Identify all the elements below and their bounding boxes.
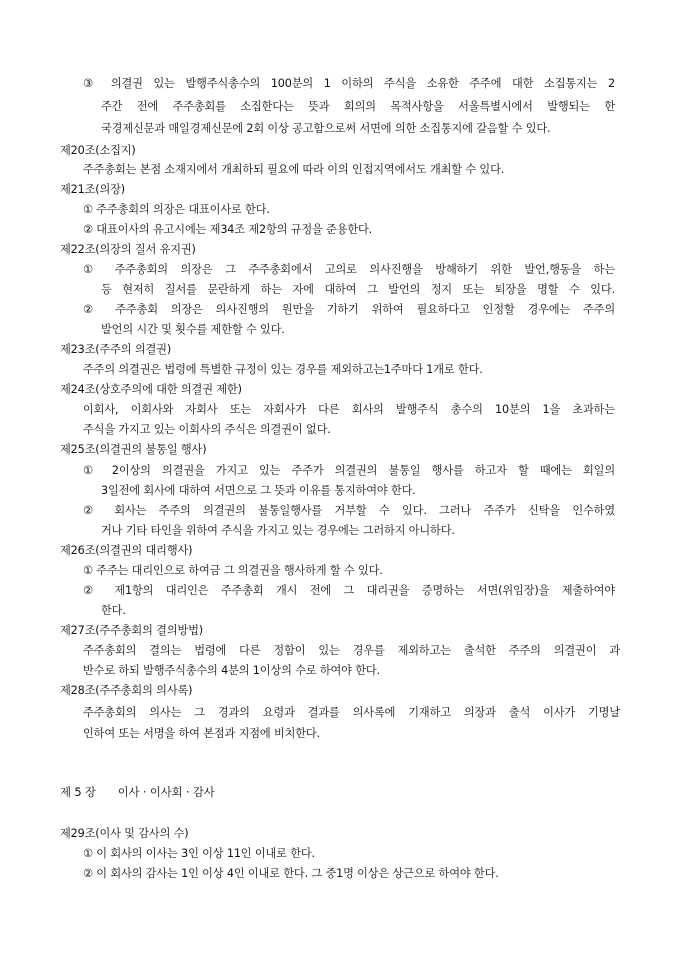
art29-title: 제29조(이사 및 감사의 수) xyxy=(60,827,189,840)
art22-item1-line1: ① 주주총회의 의장은 그 주주총회에서 고의로 의사진행을 방해하기 위한 발언,행동을 하는 xyxy=(83,263,615,276)
art20-title: 제20조(소집지) xyxy=(60,144,136,157)
art24-body-line1: 이회사, 이회사와 자회사 또는 자회사가 다른 회사의 발행주식 총수의 10분의 1을 초과하는 xyxy=(83,403,615,416)
art21-title: 제21조(의장) xyxy=(60,183,125,196)
art22-title: 제22조(의장의 질서 유지권) xyxy=(60,243,196,256)
art19-clause3-line1: ③ 의결권 있는 발행주식총수의 100분의 1 이하의 주식을 소유한 주주에 대한 소집통지는 2 xyxy=(83,77,615,90)
chapter5-heading xyxy=(60,785,215,800)
art22-item1-line2: 등 현저히 질서를 문란하게 하는 자에 대하여 그 발언의 정지 또는 퇴장을 명할 수 있다. xyxy=(101,283,615,296)
art25-item2-line1: ② 회사는 주주의 의결권의 불통일행사를 거부할 수 있다. 그러나 주주가 신탁을 인수하였 xyxy=(83,504,615,517)
art25-item1-line1: ① 2이상의 의결권을 가지고 있는 주주가 의결권의 불통일 행사를 하고자 할 때에는 회일의 xyxy=(83,464,615,477)
art26-item2-line2: 한다. xyxy=(101,604,126,617)
art27-title: 제27조(주주총회의 결의방법) xyxy=(60,624,204,637)
art24-title: 제24조(상호주의에 대한 의결권 제한) xyxy=(60,383,242,396)
art24-body-line2: 주식을 가지고 있는 이회사의 주식은 의결권이 없다. xyxy=(83,423,331,436)
art19-clause3-line3: 국경제신문과 매일경제신문에 2회 이상 공고함으로써 서면에 의한 소집통지에 갈음할 수 있다. xyxy=(101,122,551,135)
chapter5-title: 이사 · 이사회 · 감사 xyxy=(117,785,215,799)
art28-body-line1: 주주총회의 의사는 그 경과의 요령과 결과를 의사록에 기재하고 의장과 출석 이사가 기명날 xyxy=(83,706,620,719)
art22-item2-line1: ② 주주총회 의장은 의사진행의 원만을 기하기 위하여 필요하다고 인정할 경우에는 주주의 xyxy=(83,303,615,316)
art27-body-line1: 주주총회의 결의는 법령에 다른 정함이 있는 경우를 제외하고는 출석한 주주의 의결권이 과 xyxy=(83,644,620,657)
art22-item2-line2: 발언의 시간 및 횟수를 제한할 수 있다. xyxy=(101,323,285,336)
art25-item2-line2: 거나 기타 타인을 위하여 주식을 가지고 있는 경우에는 그러하지 아니하다. xyxy=(101,524,455,537)
art27-body-line2: 반수로 하되 발행주식총수의 4분의 1이상의 수로 하여야 한다. xyxy=(83,664,380,677)
art26-title: 제26조(의결권의 대리행사) xyxy=(60,544,193,557)
art28-title: 제28조(주주총회의 의사록) xyxy=(60,684,193,697)
art19-clause3-line2: 주간 전에 주주총회를 소집한다는 뜻과 회의의 목적사항을 서울특별시에서 발행되는 한 xyxy=(101,100,615,113)
art26-item1: ① 주주는 대리인으로 하여금 그 의결권을 행사하게 할 수 있다. xyxy=(83,564,383,577)
art23-title: 제23조(주주의 의결권) xyxy=(60,343,172,356)
art26-item2-line1: ② 제1항의 대리인은 주주총회 개시 전에 그 대리권을 증명하는 서면(위임장)을 제출하여야 xyxy=(83,584,615,597)
art25-item1-line2: 3일전에 회사에 대하여 서면으로 그 뜻과 이유를 통지하여야 한다. xyxy=(101,484,416,497)
art29-item2: ② 이 회사의 감사는 1인 이상 4인 이내로 한다. 그 중1명 이상은 상근으로 하여야 한다. xyxy=(83,867,499,880)
art28-body-line2: 인하여 또는 서명을 하여 본점과 지점에 비치한다. xyxy=(83,727,320,740)
art25-title: 제25조(의결권의 불통일 행사) xyxy=(60,443,207,456)
art20-body-line1: 주주총회는 본점 소재지에서 개최하되 필요에 따라 이의 인접지역에서도 개최할 수 있다. xyxy=(83,163,505,176)
art21-item1: ① 주주총회의 의장은 대표이사로 한다. xyxy=(83,203,270,216)
art29-item1: ① 이 회사의 이사는 3인 이상 11인 이내로 한다. xyxy=(83,847,315,860)
art23-body-line1: 주주의 의결권은 법령에 특별한 규정이 있는 경우를 제외하고는1주마다 1개로 한다. xyxy=(83,363,483,376)
chapter5-number: 제 5 장 xyxy=(60,785,96,799)
art21-item2: ② 대표이사의 유고시에는 제34조 제2항의 규정을 준용한다. xyxy=(83,223,373,236)
